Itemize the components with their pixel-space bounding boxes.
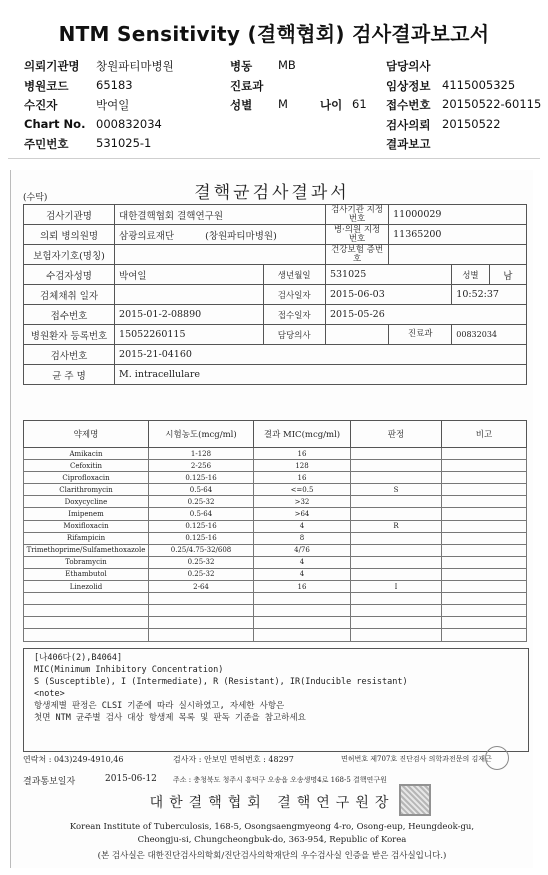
note-code: [나406다(2),B4064] <box>34 653 123 663</box>
cell-range <box>149 617 254 629</box>
cell-mic: >64 <box>254 508 351 520</box>
req-code: 11365200 <box>389 225 527 245</box>
label-sex: 성별 <box>230 98 253 112</box>
cell-drug: Rifampicin <box>24 532 149 544</box>
cell-drug: Clarithromycin <box>24 484 149 496</box>
cell-remark <box>442 496 527 508</box>
value-receipt-no: 20150522-60115 <box>442 97 542 111</box>
cell-interp <box>351 496 442 508</box>
table-row <box>24 520 527 532</box>
cell-mic: 4 <box>254 520 351 532</box>
req-code-label: 병·의원 지정번호 <box>325 225 388 245</box>
dept-label: 진료과 <box>389 325 452 345</box>
cell-remark <box>442 593 527 605</box>
table-row <box>24 593 527 605</box>
cell-drug: Ethambutol <box>24 568 149 580</box>
req-cell <box>115 225 326 245</box>
value-resident-no: 531025-1 <box>96 136 152 150</box>
ins-label: 보험자기호(명칭) <box>24 245 115 265</box>
address-kr: 주소 : 충청북도 청주시 흥덕구 오송읍 오송생명4로 168-5 결핵연구원 <box>173 776 387 784</box>
recv-no-label: 접수번호 <box>24 305 115 325</box>
cell-mic: 16 <box>254 581 351 593</box>
cell-interp <box>351 448 442 460</box>
req-label: 의뢰 병의원명 <box>24 225 115 245</box>
cell-remark <box>442 605 527 617</box>
ins-value <box>115 245 326 265</box>
label-hospital-code: 병원코드 <box>24 79 69 93</box>
sex: 남 <box>489 265 526 285</box>
cell-mic: 128 <box>254 460 351 472</box>
info-table <box>23 204 527 385</box>
cell-remark <box>442 472 527 484</box>
cell-drug <box>24 617 149 629</box>
label-result-report: 결과보고 <box>386 137 431 151</box>
table-row <box>24 544 527 556</box>
collect-date <box>115 285 263 305</box>
cell-drug: Ciprofloxacin <box>24 472 149 484</box>
cell-interp <box>351 617 442 629</box>
species-label: 균 주 명 <box>24 365 115 385</box>
value-request-date: 20150522 <box>442 117 501 131</box>
table-row <box>24 472 527 484</box>
cell-remark <box>442 448 527 460</box>
cell-drug <box>24 605 149 617</box>
consignment-label: (수탁) <box>23 193 48 203</box>
table-row <box>24 460 527 472</box>
ins-num <box>389 245 527 265</box>
test-time: 10:52:37 <box>452 285 527 305</box>
ins-num-label: 건강보험 증번호 <box>325 245 388 265</box>
examiner: 검사자 : 안보민 면허번호 : 48297 <box>173 755 294 764</box>
cell-remark <box>442 484 527 496</box>
label-chart-no: Chart No. <box>24 117 86 131</box>
cell-range: 0.25/4.75-32/608 <box>149 544 254 556</box>
header-divider <box>8 158 540 159</box>
cell-mic: 4/76 <box>254 544 351 556</box>
cell-range: 0.125-16 <box>149 472 254 484</box>
cell-range: 1-128 <box>149 448 254 460</box>
cell-mic: 8 <box>254 532 351 544</box>
cell-mic <box>254 593 351 605</box>
sex-label: 성별 <box>452 265 489 285</box>
cell-interp: I <box>351 581 442 593</box>
cell-range: 0.25-32 <box>149 556 254 568</box>
value-requester: 창원파티마병원 <box>96 59 174 73</box>
recv-date-label: 접수일자 <box>263 305 325 325</box>
scanned-report-image <box>10 170 533 868</box>
cell-interp: S <box>351 484 442 496</box>
inst-code-label: 검사기관 지정번호 <box>325 205 388 225</box>
cell-mic: >32 <box>254 496 351 508</box>
cell-remark <box>442 508 527 520</box>
cell-drug: Linezolid <box>24 581 149 593</box>
value-clinical-info: 4115005325 <box>442 78 516 92</box>
note-legend: S (Susceptible), I (Intermediate), R (Resistant), IR(Inducible resistant) <box>34 677 408 687</box>
test-date-label: 검사일자 <box>263 285 325 305</box>
cell-drug: Imipenem <box>24 508 149 520</box>
cell-range: 0.5-64 <box>149 508 254 520</box>
cell-interp <box>351 568 442 580</box>
cell-remark <box>442 556 527 568</box>
col-drug: 약제명 <box>24 421 149 448</box>
cell-range: 2-64 <box>149 581 254 593</box>
label-ward: 병동 <box>230 59 253 73</box>
cell-mic: 4 <box>254 556 351 568</box>
col-remark: 비고 <box>442 421 527 448</box>
cell-interp <box>351 460 442 472</box>
cell-interp <box>351 556 442 568</box>
cell-drug: Trimethoprime/Sulfamethoxazole <box>24 544 149 556</box>
report-date-label: 결과통보일자 <box>23 777 76 787</box>
susceptibility-table <box>23 420 527 642</box>
cell-drug: Doxycycline <box>24 496 149 508</box>
address-en-1: Korean Institute of Tuberculosis, 168-5, Osongsaengmyeong 4-ro, Osong-eup, Heungdeok-gu, <box>69 822 475 832</box>
cell-drug: Cefoxitin <box>24 460 149 472</box>
cell-range <box>149 593 254 605</box>
cell-interp <box>351 605 442 617</box>
cell-range: 0.125-16 <box>149 532 254 544</box>
cell-interp <box>351 629 442 641</box>
official-stamp-icon <box>399 784 431 816</box>
value-hospital-code: 65183 <box>96 78 133 92</box>
doctor <box>325 325 388 345</box>
notes-box <box>23 648 529 752</box>
seal-icon <box>485 746 509 770</box>
label-department: 진료과 <box>230 79 264 93</box>
reg-no: 15052260115 <box>115 325 263 345</box>
director-license: 면허번호 제707호 진단검사 의학과전문의 김재근 <box>341 755 492 763</box>
cell-mic <box>254 629 351 641</box>
cell-remark <box>442 617 527 629</box>
cell-remark <box>442 568 527 580</box>
patient-label: 수검자성명 <box>24 265 115 285</box>
test-date: 2015-06-03 <box>325 285 451 305</box>
cell-remark <box>442 532 527 544</box>
cell-range: 2-256 <box>149 460 254 472</box>
note-mic: MIC(Minimum Inhibitory Concentration) <box>34 665 224 675</box>
label-patient: 수진자 <box>24 98 58 112</box>
table-row <box>24 617 527 629</box>
table-row <box>24 496 527 508</box>
label-receipt-no: 접수번호 <box>386 98 431 112</box>
species: M. intracellulare <box>115 365 527 385</box>
table-row <box>24 448 527 460</box>
table-row <box>24 532 527 544</box>
cell-drug: Moxifloxacin <box>24 520 149 532</box>
cell-mic <box>254 605 351 617</box>
value-chart-no: 000832034 <box>96 117 162 131</box>
cell-drug <box>24 629 149 641</box>
cell-range: 0.25-32 <box>149 496 254 508</box>
cell-remark <box>442 544 527 556</box>
address-en-2: Cheongju-si, Chungcheongbuk-do, 363-954, Republic of Korea <box>137 835 407 845</box>
table-row <box>24 568 527 580</box>
cell-range: 0.5-64 <box>149 484 254 496</box>
cell-interp <box>351 472 442 484</box>
table-row <box>24 556 527 568</box>
cell-remark <box>442 581 527 593</box>
value-patient: 박여일 <box>96 98 130 112</box>
table-row <box>24 508 527 520</box>
susceptibility-rows <box>24 448 527 642</box>
cell-remark <box>442 629 527 641</box>
cell-drug <box>24 593 149 605</box>
cell-interp <box>351 544 442 556</box>
certification-note: (본 검사실은 대한진단검사의학회/진단검사의학재단의 우수검사실 인증을 받은 검사실입니다.) <box>97 851 447 861</box>
label-requester: 의뢰기관명 <box>24 59 80 73</box>
reg-label: 병원환자 등록번호 <box>24 325 115 345</box>
recv-no: 2015-01-2-08890 <box>115 305 263 325</box>
test-no-label: 검사번호 <box>24 345 115 365</box>
cell-drug: Tobramycin <box>24 556 149 568</box>
cell-interp <box>351 508 442 520</box>
dob: 531025 <box>325 265 451 285</box>
label-age: 나이 <box>320 98 343 112</box>
dob-label: 생년월일 <box>263 265 325 285</box>
col-range: 시험농도(mcg/ml) <box>149 421 254 448</box>
cell-mic: <=0.5 <box>254 484 351 496</box>
inst-name: 대한결핵협회 결핵연구원 <box>115 205 326 225</box>
contact: 연락처 : 043)249-4910,46 <box>23 755 124 764</box>
cell-mic <box>254 617 351 629</box>
cell-interp: R <box>351 520 442 532</box>
note-text-2: 첫면 NTM 균주별 검사 대상 항생제 목록 및 판독 기준을 참고하세요 <box>34 713 306 723</box>
doc-title: 결핵균검사결과서 <box>194 183 350 203</box>
cell-range <box>149 605 254 617</box>
cell-interp <box>351 593 442 605</box>
test-no: 2015-21-04160 <box>115 345 527 365</box>
doctor-label: 담당의사 <box>263 325 325 345</box>
inst-name-label: 검사기관명 <box>24 205 115 225</box>
cell-remark <box>442 460 527 472</box>
cell-interp <box>351 532 442 544</box>
cell-remark <box>442 520 527 532</box>
table-row <box>24 581 527 593</box>
cell-range <box>149 629 254 641</box>
cell-range: 0.25-32 <box>149 568 254 580</box>
req-name: 삼광의료재단 <box>119 230 175 242</box>
value-age: 61 <box>352 97 367 111</box>
label-clinical-info: 임상정보 <box>386 79 431 93</box>
cell-mic: 16 <box>254 448 351 460</box>
col-interp: 판정 <box>351 421 442 448</box>
table-row <box>24 484 527 496</box>
col-mic: 결과 MIC(mcg/ml) <box>254 421 351 448</box>
report-date: 2015-06-12 <box>105 774 157 784</box>
label-request-date: 검사의뢰 <box>386 118 431 132</box>
table-row <box>24 605 527 617</box>
dept: 00832034 <box>452 325 527 345</box>
cell-mic: 16 <box>254 472 351 484</box>
value-sex: M <box>278 97 288 111</box>
collect-label: 검체채취 일자 <box>24 285 115 305</box>
patient-name: 박여일 <box>115 265 263 285</box>
cell-mic: 4 <box>254 568 351 580</box>
table-row <box>24 629 527 641</box>
req-name2: (창원파티마병원) <box>205 230 277 242</box>
cell-drug: Amikacin <box>24 448 149 460</box>
label-resident-no: 주민번호 <box>24 137 69 151</box>
note-heading: <note> <box>34 689 65 699</box>
recv-date: 2015-05-26 <box>325 305 526 325</box>
institution-name: 대한결핵협회 결핵연구원장 <box>149 795 395 811</box>
label-doctor: 담당의사 <box>386 59 431 73</box>
page-title: NTM Sensitivity (결핵협회) 검사결과보고서 <box>58 22 490 46</box>
cell-range: 0.125-16 <box>149 520 254 532</box>
inst-code: 11000029 <box>389 205 527 225</box>
value-ward: MB <box>278 58 296 72</box>
note-text-1: 항생제별 판정은 CLSI 기준에 따라 실시하였고, 자세한 사항은 <box>34 701 285 711</box>
